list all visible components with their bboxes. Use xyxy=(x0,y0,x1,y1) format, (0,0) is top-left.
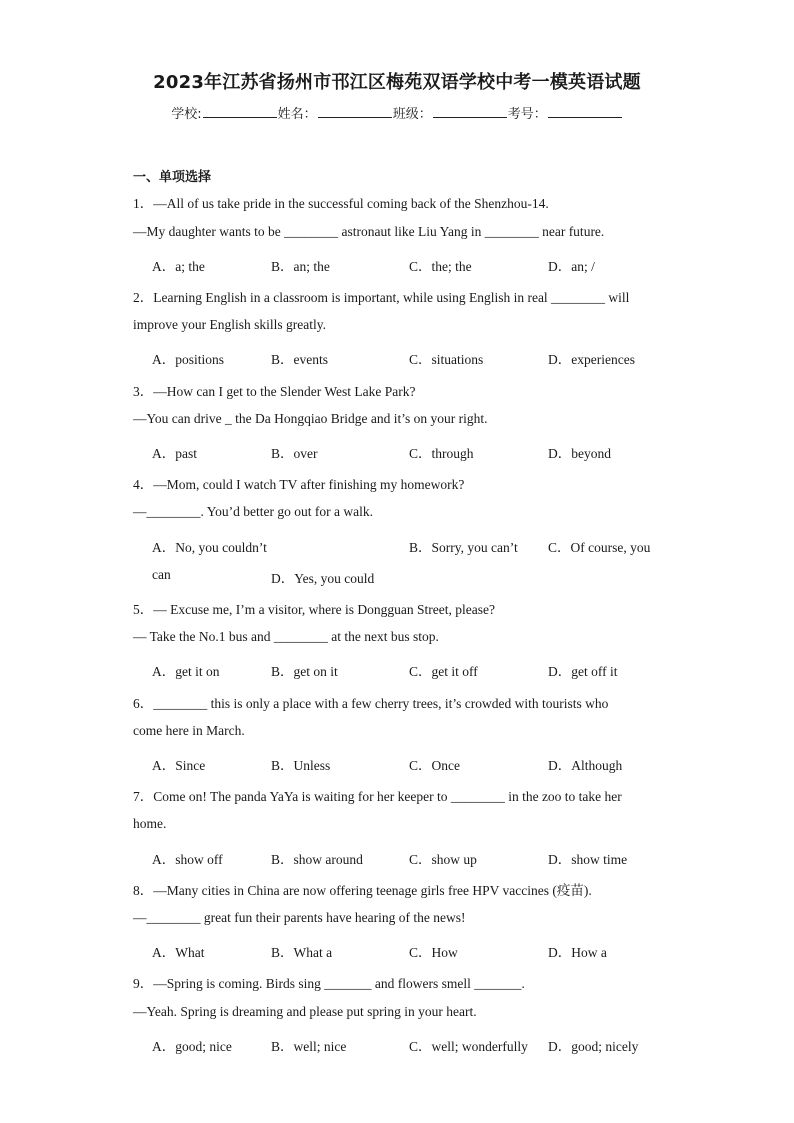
question-5-line-1: 5．— Excuse me, I’m a visitor, where is Dongguan Street, please? xyxy=(133,602,495,617)
question-8-line-2: —________ great fun their parents have hearing of the news! xyxy=(133,910,466,925)
question-5-option-d: D．get off it xyxy=(548,664,618,679)
question-5-option-c: C．get it off xyxy=(409,664,478,679)
question-5-option-b: B．get on it xyxy=(271,664,338,679)
question-7-option-d: D．show time xyxy=(548,852,628,867)
question-2-option-a: A．positions xyxy=(152,352,225,367)
question-7-line-1: 7．Come on! The panda YaYa is waiting for her keeper to ________ in the zoo to take her xyxy=(133,789,622,804)
school-label: 学校: xyxy=(171,107,202,122)
question-3-option-d: D．beyond xyxy=(548,446,611,461)
question-3-line-2: —You can drive _ the Da Hongqiao Bridge and it’s on your right. xyxy=(133,411,488,426)
name-label: 姓名： xyxy=(277,107,317,122)
class-label: 班级： xyxy=(392,107,432,122)
question-6-option-d: D．Although xyxy=(548,758,623,773)
section-title: 一、单项选择 xyxy=(133,170,212,185)
question-5-option-a: A．get it on xyxy=(152,664,220,679)
question-2-line-1: 2．Learning English in a classroom is important, while using English in real ________ will xyxy=(133,290,630,305)
question-3-option-c: C．through xyxy=(409,446,474,461)
question-3-line-1: 3．—How can I get to the Slender West Lake Park? xyxy=(133,384,416,399)
name-blank[interactable] xyxy=(318,105,392,118)
exam-number-label: 考号： xyxy=(507,107,547,122)
question-6-option-b: B．Unless xyxy=(271,758,331,773)
question-8-option-d: D．How a xyxy=(548,945,607,960)
question-9-option-b: B．well; nice xyxy=(271,1039,347,1054)
question-3-option-a: A．past xyxy=(152,446,197,461)
question-9-option-c: C．well; wonderfully xyxy=(409,1039,528,1054)
question-9-option-a: A．good; nice xyxy=(152,1039,232,1054)
question-1-option-c: C．the; the xyxy=(409,259,472,274)
question-4-option-a: A．No, you couldn’t xyxy=(152,540,267,555)
question-3-option-b: B．over xyxy=(271,446,318,461)
question-4-option-c: C．Of course, you xyxy=(548,540,651,555)
question-4-option-b: B．Sorry, you can’t xyxy=(409,540,518,555)
question-1-option-d: D．an; / xyxy=(548,259,595,274)
question-9-line-1: 9．—Spring is coming. Birds sing _______ and flowers smell _______. xyxy=(133,976,525,991)
question-1-option-a: A．a; the xyxy=(152,259,205,274)
question-1-option-b: B．an; the xyxy=(271,259,330,274)
question-2-option-b: B．events xyxy=(271,352,328,367)
exam-number-blank[interactable] xyxy=(548,105,622,118)
question-4-line-2: —________. You’d better go out for a walk. xyxy=(133,504,373,519)
exam-title: 2023年江苏省扬州市邗江区梅苑双语学校中考一模英语试题 xyxy=(153,72,641,93)
question-8-option-a: A．What xyxy=(152,945,205,960)
question-2-option-d: D．experiences xyxy=(548,352,635,367)
question-4-option-c-wrap: can xyxy=(152,567,171,582)
question-9-option-d: D．good; nicely xyxy=(548,1039,639,1054)
school-blank[interactable] xyxy=(203,105,277,118)
question-4-option-d: D．Yes, you could xyxy=(271,571,375,586)
question-9-line-2: —Yeah. Spring is dreaming and please put spring in your heart. xyxy=(133,1004,477,1019)
question-7-option-b: B．show around xyxy=(271,852,363,867)
question-2-line-2: improve your English skills greatly. xyxy=(133,317,326,332)
question-6-line-2: come here in March. xyxy=(133,723,245,738)
question-4-line-1: 4．—Mom, could I watch TV after finishing my homework? xyxy=(133,477,465,492)
question-7-line-2: home. xyxy=(133,816,167,831)
question-6-line-1: 6．________ this is only a place with a few cherry trees, it’s crowded with tourists who xyxy=(133,696,609,711)
question-5-line-2: — Take the No.1 bus and ________ at the next bus stop. xyxy=(133,629,439,644)
question-6-option-c: C．Once xyxy=(409,758,460,773)
question-1-line-2: —My daughter wants to be ________ astronaut like Liu Yang in ________ near future. xyxy=(133,224,605,239)
question-7-option-a: A．show off xyxy=(152,852,223,867)
question-1-line-1: 1．—All of us take pride in the successful coming back of the Shenzhou-14. xyxy=(133,196,549,211)
question-8-option-b: B．What a xyxy=(271,945,333,960)
question-7-option-c: C．show up xyxy=(409,852,477,867)
student-info-row xyxy=(0,103,794,122)
question-8-option-c: C．How xyxy=(409,945,458,960)
question-6-option-a: A．Since xyxy=(152,758,206,773)
class-blank[interactable] xyxy=(433,105,507,118)
question-2-option-c: C．situations xyxy=(409,352,484,367)
question-8-line-1: 8．—Many cities in China are now offering teenage girls free HPV vaccines (疫苗). xyxy=(133,883,592,898)
